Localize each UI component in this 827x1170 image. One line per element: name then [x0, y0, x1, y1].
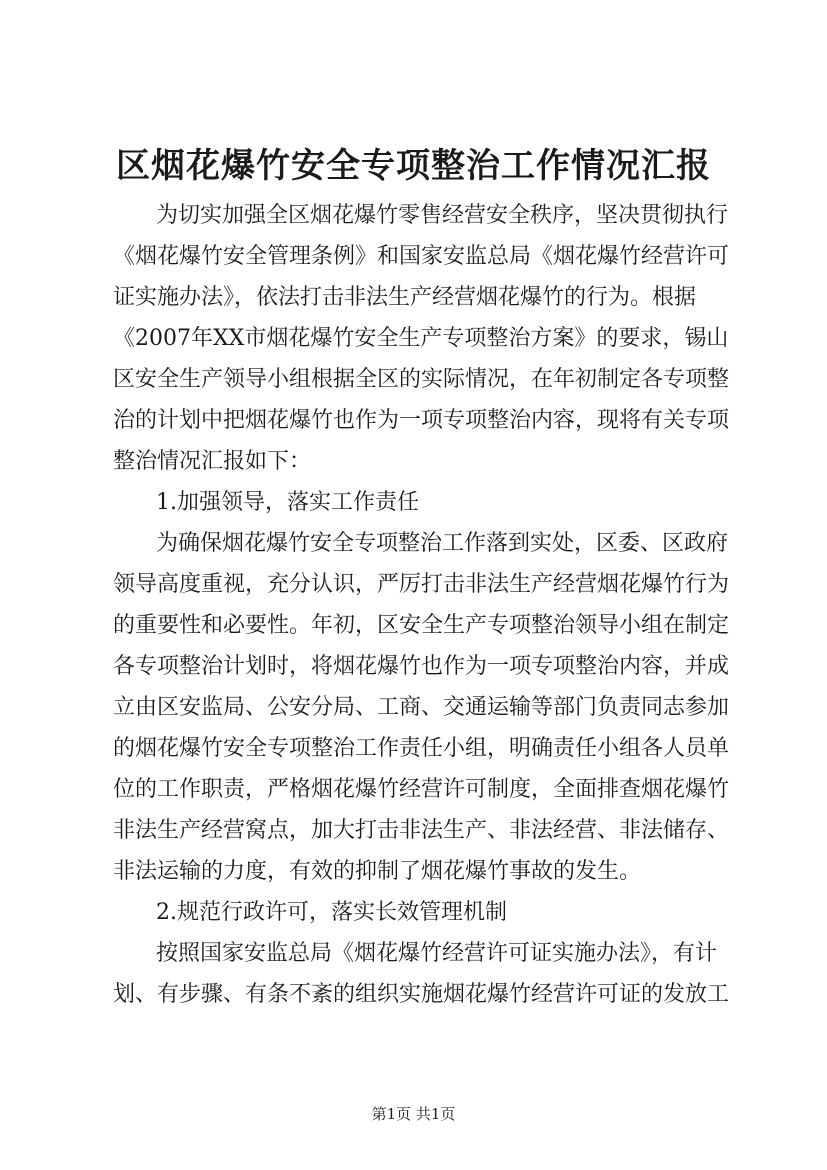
body-line: 的烟花爆竹安全专项整治工作责任小组，明确责任小组各人员单 [113, 736, 730, 761]
body-line: 立由区安监局、公安分局、工商、交通运输等部门负责同志参加 [113, 695, 730, 720]
body-line: 《烟花爆竹安全管理条例》和国家安监总局《烟花爆竹经营许可 [113, 244, 730, 269]
page-number: 第1页 共1页 [371, 1105, 456, 1123]
body-line: 整治情况汇报如下： [113, 449, 312, 474]
body-line: 各专项整治计划时，将烟花爆竹也作为一项专项整治内容，并成 [113, 654, 730, 679]
body-line: 为切实加强全区烟花爆竹零售经营安全秩序，坚决贯彻执行 [156, 203, 729, 228]
body-line: 非法生产经营窝点，加大打击非法生产、非法经营、非法储存、 [113, 818, 730, 843]
body-line: 为确保烟花爆竹安全专项整治工作落到实处，区委、区政府 [156, 531, 729, 556]
body-line: 证实施办法》，依法打击非法生产经营烟花爆竹的行为。根据 [113, 285, 697, 310]
body-line: 《2007年XX市烟花爆竹安全生产专项整治方案》的要求，锡山 [113, 326, 729, 351]
body-line: 的重要性和必要性。年初，区安全生产专项整治领导小组在制定 [113, 613, 730, 638]
body-line: 区安全生产领导小组根据全区的实际情况，在年初制定各专项整 [113, 367, 730, 392]
body-line: 划、有步骤、有条不紊的组织实施烟花爆竹经营许可证的发放工 [113, 982, 730, 1007]
body-line: 领导高度重视，充分认识，严厉打击非法生产经营烟花爆竹行为 [113, 572, 730, 597]
document-title: 区烟花爆竹安全专项整治工作情况汇报 [116, 146, 711, 186]
section-heading: 1.加强领导，落实工作责任 [156, 490, 419, 515]
document-body [113, 195, 753, 1015]
body-line: 非法运输的力度，有效的抑制了烟花爆竹事故的发生。 [113, 859, 642, 884]
body-line: 按照国家安监总局《烟花爆竹经营许可证实施办法》，有计 [156, 941, 718, 966]
section-heading: 2.规范行政许可，落实长效管理机制 [156, 900, 507, 925]
body-line: 位的工作职责，严格烟花爆竹经营许可制度，全面排查烟花爆竹 [113, 777, 730, 802]
body-line: 治的计划中把烟花爆竹也作为一项专项整治内容，现将有关专项 [113, 408, 730, 433]
